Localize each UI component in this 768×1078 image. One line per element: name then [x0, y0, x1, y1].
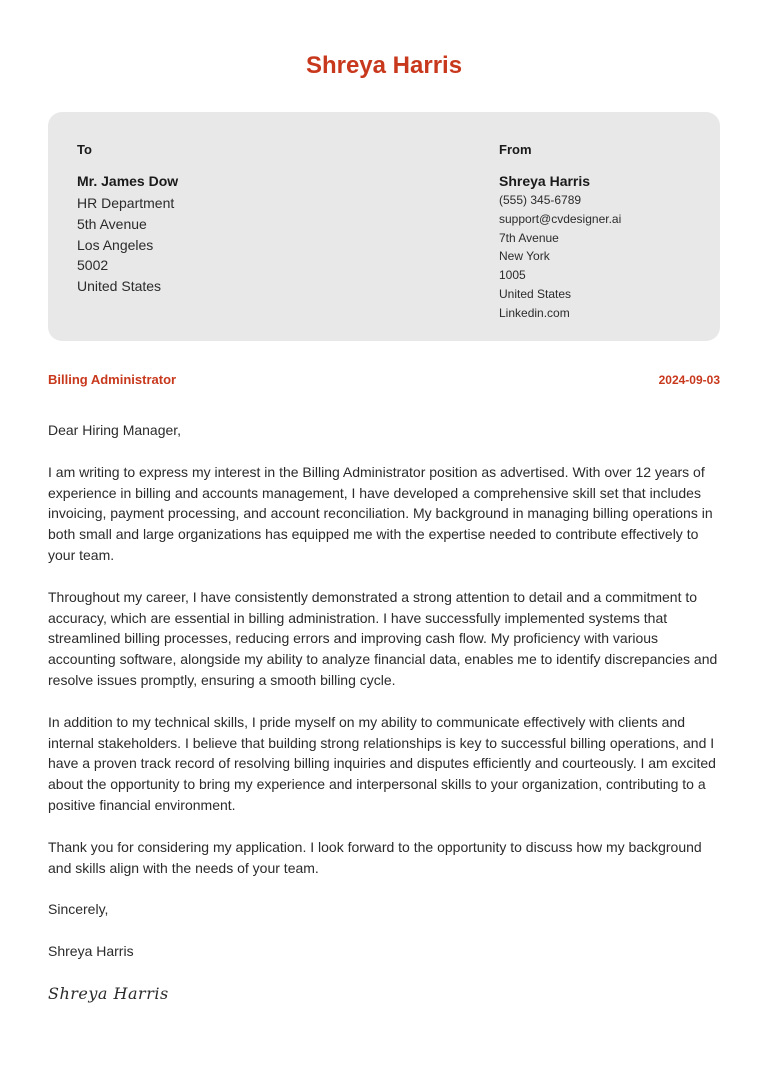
address-block [48, 112, 720, 341]
paragraph-thanks: Thank you for considering my application. I look forward to the opportunity to discuss how my background and skills align with the needs of your team. [48, 838, 702, 876]
sender-country: United States [499, 286, 572, 301]
sender-linkedin: Linkedin.com [499, 305, 570, 320]
letter-date: 2024-09-03 [658, 373, 720, 387]
paragraph-skills: In addition to my technical skills, I pride myself on my ability to communicate effectively with clients and internal stakeholders. I believe that building strong relationships is key to successful billing operations, and I have a proven track record of resolving billing inquiries and disputes efficiently and courteously. I am excited about the opportunity to bring my experience and interpersonal skills to your organization, contributing to a positive financial environment. [48, 713, 716, 813]
sender-city: New York [499, 249, 550, 264]
recipient-department: HR Department [77, 195, 175, 211]
job-title: Billing Administrator [48, 372, 177, 387]
paragraph-experience: Throughout my career, I have consistently demonstrated a strong attention to detail and a commitment to accuracy, which are essential in billing administration. I have successfully implemented systems that streamlined billing processes, reducing errors and improving cash flow. My proficiency with various accounting software, alongside my ability to analyze financial data, enables me to identify discrepancies and resolve issues promptly, ensuring a smooth billing cycle. [48, 588, 718, 688]
paragraph-intro: I am writing to express my interest in the Billing Administrator position as advertised. With over 12 years of experience in billing and accounts management, I have developed a comprehensive skill set that includes invoicing, payment processing, and account reconciliation. My background in managing billing operations in both small and large organizations has equipped me with the expertise needed to contribute effectively to your team. [48, 463, 713, 563]
sender-street: 7th Avenue [499, 230, 559, 245]
letter-meta-row [48, 371, 720, 389]
recipient-heading: To [77, 142, 92, 157]
signature: Shreya Harris [48, 983, 169, 1003]
sender-heading: From [499, 142, 532, 157]
sender-name: Shreya Harris [499, 173, 591, 189]
closing-name: Shreya Harris [48, 943, 134, 960]
sender-postal-code: 1005 [499, 268, 526, 283]
recipient-city: Los Angeles [77, 236, 154, 253]
sender-email: support@cvdesigner.ai [499, 211, 622, 226]
letter-body [48, 420, 720, 1005]
closing: Sincerely, [48, 901, 109, 918]
salutation: Dear Hiring Manager, [48, 422, 182, 438]
applicant-name-title: Shreya Harris [305, 52, 463, 79]
recipient-postal-code: 5002 [77, 257, 109, 274]
recipient-column [77, 142, 457, 297]
sender-phone: (555) 345-6789 [499, 193, 582, 207]
sender-column [499, 142, 699, 323]
recipient-name: Mr. James Dow [77, 173, 179, 189]
recipient-country: United States [77, 278, 162, 295]
recipient-street: 5th Avenue [77, 215, 147, 232]
